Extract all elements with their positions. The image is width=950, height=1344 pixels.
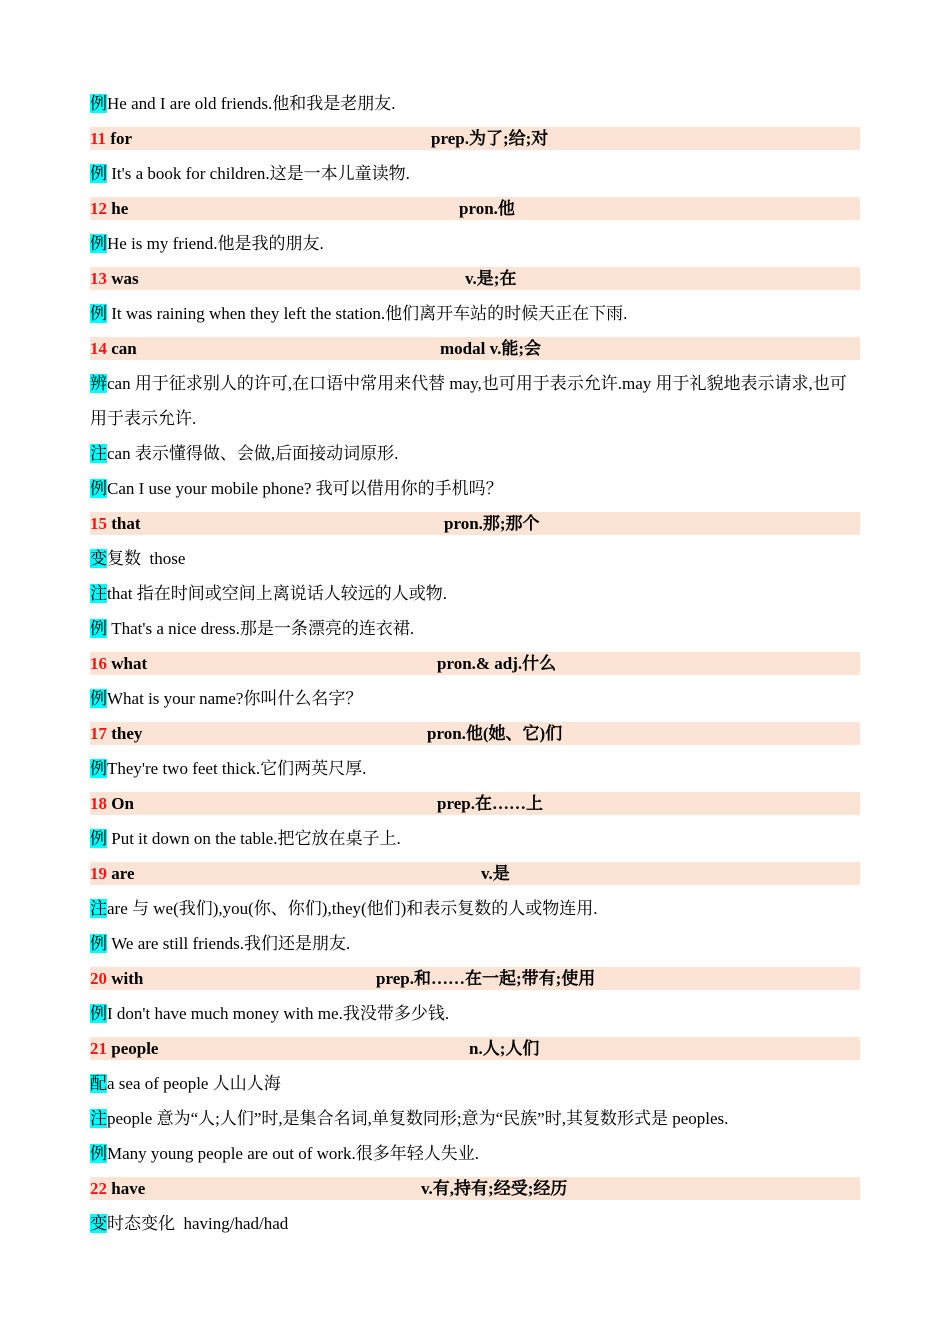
note-text: Many young people are out of work.很多年轻人失业. — [107, 1144, 480, 1163]
note-text: Can I use your mobile phone? 我可以借用你的手机吗？ — [107, 479, 503, 498]
note-tag-label: 辨 — [90, 374, 107, 393]
entry-number: 19 — [90, 864, 107, 883]
note-tag-label: 例 — [90, 1004, 107, 1023]
note-text: He is my friend.他是我的朋友. — [107, 234, 324, 253]
word-entry-header — [90, 722, 860, 745]
note-tag-label: 变 — [90, 1214, 107, 1233]
word-entry-header — [90, 1177, 860, 1200]
headword: are — [111, 864, 135, 883]
part-of-speech-meaning: pron.& adj.什么 — [437, 654, 557, 673]
note-text: can 用于征求别人的许可,在口语中常用来代替 may,也可用于表示允许.may 用于礼貌地表示请求,也可用于表示允许. — [90, 374, 847, 428]
note-tag-label: 注 — [90, 584, 107, 603]
entry-note-line — [90, 541, 860, 576]
note-text: that 指在时间或空间上离说话人较远的人或物. — [107, 584, 447, 603]
note-tag-label: 配 — [90, 1074, 107, 1093]
word-entry-header — [90, 1037, 860, 1060]
note-text: 时态变化 having/had/had — [107, 1214, 289, 1233]
word-entry-header — [90, 267, 860, 290]
entry-note-line — [90, 891, 860, 926]
part-of-speech-meaning: v.是 — [481, 864, 510, 883]
entry-note-line — [90, 86, 860, 121]
part-of-speech-meaning: v.是;在 — [465, 269, 517, 288]
entry-number: 13 — [90, 269, 107, 288]
word-entry-header — [90, 512, 860, 535]
entry-number: 14 — [90, 339, 107, 358]
note-tag-label: 例 — [90, 689, 107, 708]
note-text: It was raining when they left the station.他们离开车站的时候天正在下雨. — [107, 304, 628, 323]
note-tag-label: 例 — [90, 304, 107, 323]
part-of-speech-meaning: n.人;人们 — [469, 1039, 540, 1058]
entry-note-line — [90, 296, 860, 331]
entry-note-line — [90, 611, 860, 646]
note-text: What is your name?你叫什么名字？ — [107, 689, 363, 708]
headword: was — [111, 269, 139, 288]
word-entry-header — [90, 967, 860, 990]
part-of-speech-meaning: prep.为了;给;对 — [431, 129, 549, 148]
part-of-speech-meaning: prep.在……上 — [437, 794, 543, 813]
note-tag-label: 注 — [90, 444, 107, 463]
note-tag-label: 例 — [90, 164, 107, 183]
word-entry-header — [90, 337, 860, 360]
note-tag-label: 例 — [90, 829, 107, 848]
note-tag-label: 例 — [90, 759, 107, 778]
entry-note-line — [90, 926, 860, 961]
entry-note-line — [90, 156, 860, 191]
headword: he — [111, 199, 129, 218]
word-entry-header — [90, 792, 860, 815]
entry-number: 15 — [90, 514, 107, 533]
entry-note-line — [90, 821, 860, 856]
word-entry-header — [90, 862, 860, 885]
entry-number: 22 — [90, 1179, 107, 1198]
entry-number: 21 — [90, 1039, 107, 1058]
headword: that — [111, 514, 141, 533]
note-tag-label: 变 — [90, 549, 107, 568]
headword: On — [111, 794, 134, 813]
note-tag-label: 注 — [90, 1109, 107, 1128]
note-text: a sea of people 人山人海 — [107, 1074, 281, 1093]
note-text: people 意为“人;人们”时,是集合名词,单复数同形;意为“民族”时,其复数形式是 peoples. — [107, 1109, 729, 1128]
entry-number: 20 — [90, 969, 107, 988]
headword: for — [110, 129, 133, 148]
entry-note-line — [90, 1206, 860, 1241]
entry-note-line — [90, 471, 860, 506]
note-tag-label: 例 — [90, 1144, 107, 1163]
entry-note-line — [90, 1101, 860, 1136]
entry-note-line — [90, 366, 860, 436]
word-entry-header — [90, 197, 860, 220]
entry-note-line — [90, 576, 860, 611]
headword: have — [111, 1179, 146, 1198]
entry-number: 11 — [90, 129, 107, 148]
entry-note-line — [90, 436, 860, 471]
part-of-speech-meaning: pron.他(她、它)们 — [427, 724, 563, 743]
note-text: Put it down on the table.把它放在桌子上. — [107, 829, 401, 848]
part-of-speech-meaning: pron.他 — [459, 199, 515, 218]
note-tag-label: 注 — [90, 899, 107, 918]
headword: can — [111, 339, 137, 358]
entry-number: 12 — [90, 199, 107, 218]
entry-note-line — [90, 996, 860, 1031]
note-tag-label: 例 — [90, 234, 107, 253]
headword: what — [111, 654, 148, 673]
note-text: 复数 those — [107, 549, 186, 568]
headword: they — [111, 724, 143, 743]
entry-number: 16 — [90, 654, 107, 673]
note-text: I don't have much money with me.我没带多少钱. — [107, 1004, 450, 1023]
vocabulary-page — [90, 86, 860, 1241]
note-text: We are still friends.我们还是朋友. — [107, 934, 351, 953]
headword: with — [111, 969, 144, 988]
note-tag-label: 例 — [90, 934, 107, 953]
note-tag-label: 例 — [90, 94, 107, 113]
note-text: can 表示懂得做、会做,后面接动词原形. — [107, 444, 399, 463]
entry-note-line — [90, 681, 860, 716]
note-text: They're two feet thick.它们两英尺厚. — [107, 759, 367, 778]
entry-note-line — [90, 751, 860, 786]
word-entry-header — [90, 127, 860, 150]
part-of-speech-meaning: v.有,持有;经受;经历 — [421, 1179, 568, 1198]
note-text: It's a book for children.这是一本儿童读物. — [107, 164, 410, 183]
part-of-speech-meaning: pron.那;那个 — [444, 514, 540, 533]
note-text: are 与 we(我们),you(你、你们),they(他们)和表示复数的人或物连用. — [107, 899, 598, 918]
word-entry-header — [90, 652, 860, 675]
entry-note-line — [90, 1136, 860, 1171]
headword: people — [111, 1039, 159, 1058]
note-text: That's a nice dress.那是一条漂亮的连衣裙. — [107, 619, 415, 638]
entry-number: 17 — [90, 724, 107, 743]
note-tag-label: 例 — [90, 479, 107, 498]
part-of-speech-meaning: prep.和……在一起;带有;使用 — [376, 969, 596, 988]
note-text: He and I are old friends.他和我是老朋友. — [107, 94, 396, 113]
part-of-speech-meaning: modal v.能;会 — [440, 339, 542, 358]
entry-number: 18 — [90, 794, 107, 813]
note-tag-label: 例 — [90, 619, 107, 638]
entry-note-line — [90, 226, 860, 261]
entry-note-line — [90, 1066, 860, 1101]
